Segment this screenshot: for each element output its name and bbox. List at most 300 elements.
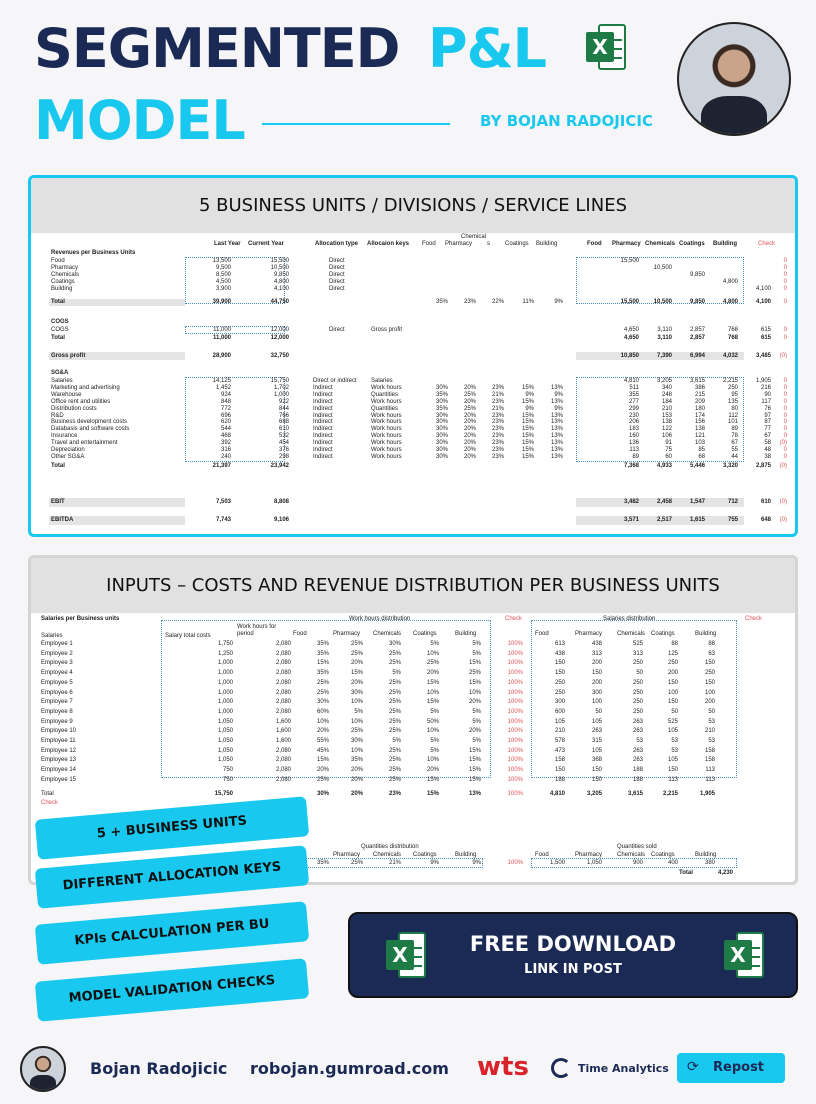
check-value: 0 bbox=[783, 453, 787, 460]
total-dist: 1,905 bbox=[699, 791, 715, 797]
salary-dist: 150 bbox=[554, 767, 565, 774]
row-label: Building bbox=[51, 285, 73, 292]
allocation-pct: 15% bbox=[521, 453, 534, 460]
hours-pct: 25% bbox=[388, 728, 401, 735]
bu-value: 153 bbox=[661, 412, 672, 419]
footer-avatar bbox=[20, 1046, 66, 1092]
hours-pct: 25% bbox=[388, 708, 401, 715]
allocation-key: Salaries bbox=[371, 378, 393, 384]
ebit-shade bbox=[49, 498, 185, 507]
bu-value: 615 bbox=[760, 335, 771, 341]
total-dist: 4,810 bbox=[549, 791, 565, 797]
row-check: 100% bbox=[507, 699, 523, 706]
salary-dist: 158 bbox=[704, 747, 715, 754]
allocation-pct: 13% bbox=[550, 426, 563, 433]
row-label: Gross profit bbox=[51, 353, 86, 359]
excel-icon: X bbox=[586, 24, 626, 70]
hours-pct: 45% bbox=[316, 747, 329, 754]
check-row-label: Check bbox=[41, 800, 59, 806]
employee-name: Employee 12 bbox=[41, 747, 77, 754]
bu-value: 6,994 bbox=[689, 353, 705, 359]
header-food: Food bbox=[422, 241, 436, 247]
row-label: Business development costs bbox=[51, 419, 128, 426]
total-pct: 30% bbox=[316, 791, 329, 797]
hours-pct: 15% bbox=[426, 679, 439, 686]
allocation-type: Direct or indirect bbox=[313, 378, 357, 384]
wts-logo: wts bbox=[477, 1052, 529, 1082]
cogs-title: COGS bbox=[51, 319, 69, 325]
salary-cost: 1,000 bbox=[217, 708, 233, 715]
bu-value: 156 bbox=[694, 419, 705, 426]
salary-dist: 50 bbox=[708, 708, 715, 715]
hdr-salaries: Salaries bbox=[41, 633, 63, 639]
bu-value: 299 bbox=[628, 405, 639, 412]
row-label: Travel and entertainment bbox=[51, 440, 118, 447]
employee-name: Employee 15 bbox=[41, 776, 77, 783]
bu-value: 755 bbox=[727, 517, 738, 523]
salary-dist: 53 bbox=[671, 747, 678, 754]
hours-pct: 25% bbox=[388, 767, 401, 774]
employee-name: Employee 6 bbox=[41, 689, 73, 696]
hours-pct: 10% bbox=[468, 689, 481, 696]
hours-pct: 5% bbox=[472, 718, 481, 725]
row-check: 100% bbox=[507, 660, 523, 667]
bu-value: 10,500 bbox=[653, 264, 672, 271]
bu-value: 160 bbox=[628, 433, 639, 440]
bu-value: 712 bbox=[727, 499, 738, 505]
hours-pct: 15% bbox=[468, 776, 481, 783]
current-year-value: 15,500 bbox=[270, 258, 289, 264]
hours-pct: 10% bbox=[350, 747, 363, 754]
salary-dist: 250 bbox=[554, 689, 565, 696]
allocation-type: Direct bbox=[329, 264, 345, 271]
salary-dist: 150 bbox=[704, 660, 715, 667]
row-check: 100% bbox=[507, 718, 523, 725]
total-label: Total bbox=[41, 791, 54, 797]
hours-pct: 25% bbox=[426, 660, 439, 667]
inputs-panel-title: INPUTS – COSTS AND REVENUE DISTRIBUTION PER BUSINESS UNITS bbox=[31, 558, 795, 613]
hours-pct: 25% bbox=[388, 757, 401, 764]
employee-name: Employee 1 bbox=[41, 641, 73, 647]
total-pct: 13% bbox=[468, 791, 481, 797]
row-label: Chemicals bbox=[51, 271, 80, 278]
hours-pct: 30% bbox=[350, 738, 363, 744]
check-value: 0 bbox=[783, 378, 787, 384]
allocation-pct: 20% bbox=[463, 440, 476, 447]
allocation-key: Gross profit bbox=[371, 327, 403, 333]
work-hours-title: Work hours distribution bbox=[349, 616, 411, 622]
author-photo bbox=[677, 22, 791, 136]
hours-pct: 25% bbox=[388, 679, 401, 686]
allocation-pct: 15% bbox=[521, 384, 534, 391]
allocation-pct: 23% bbox=[491, 384, 504, 391]
row-label: Pharmacy bbox=[51, 264, 79, 271]
current-year-value: 10,500 bbox=[270, 264, 289, 271]
salary-dist: 150 bbox=[591, 767, 602, 774]
last-year-value: 3,900 bbox=[215, 285, 231, 292]
hours-pct: 20% bbox=[468, 728, 481, 735]
row-label: Total bbox=[51, 299, 65, 305]
work-hours: 2,080 bbox=[275, 689, 291, 696]
row-check: 100% bbox=[507, 747, 523, 754]
q-pct: 9% bbox=[472, 860, 481, 866]
q-pct: 25% bbox=[350, 860, 363, 866]
salary-cost: 1,050 bbox=[217, 757, 233, 764]
salary-dist: 250 bbox=[632, 679, 643, 686]
download-title: FREE DOWNLOAD bbox=[469, 932, 677, 956]
header-chemicals: Chemical bbox=[461, 234, 487, 240]
allocation-pct: 13% bbox=[550, 440, 563, 447]
salary-cost: 1,000 bbox=[217, 660, 233, 667]
bu-value: 89 bbox=[731, 426, 738, 433]
bu-value: 386 bbox=[694, 384, 705, 391]
hours-pct: 5% bbox=[472, 641, 481, 647]
employee-name: Employee 9 bbox=[41, 718, 73, 725]
bu-value: 121 bbox=[694, 433, 705, 440]
allocation-pct: 9% bbox=[554, 391, 563, 398]
header-chemicals-suffix: s bbox=[487, 241, 490, 247]
allocation-pct: 21% bbox=[491, 405, 504, 412]
last-year-value: 848 bbox=[220, 398, 231, 405]
hdr-chem-2: Chemicals bbox=[617, 631, 646, 637]
work-hours: 2,080 bbox=[275, 776, 291, 783]
hours-pct: 15% bbox=[316, 660, 329, 667]
bu-value: 67 bbox=[764, 433, 771, 440]
allocation-pct: 30% bbox=[435, 453, 448, 460]
salary-dist: 113 bbox=[668, 776, 678, 783]
repost-label: Repost bbox=[713, 1060, 765, 1075]
check-value: 0 bbox=[783, 271, 787, 278]
row-label: Food bbox=[51, 258, 65, 264]
work-hours: 2,080 bbox=[275, 747, 291, 754]
work-hours: 2,080 bbox=[275, 650, 291, 657]
download-subtitle: LINK IN POST bbox=[524, 962, 622, 977]
bu-value: 10,850 bbox=[620, 353, 639, 359]
bu-value: 511 bbox=[629, 384, 639, 391]
allocation-pct: 25% bbox=[463, 391, 476, 398]
allocation-type: Indirect bbox=[313, 453, 333, 460]
hdr-salary-total: Salary total costs bbox=[165, 633, 211, 639]
bu-value: 97 bbox=[764, 412, 771, 419]
salary-dist: 150 bbox=[667, 679, 678, 686]
salary-dist: 368 bbox=[591, 757, 602, 764]
hours-pct: 25% bbox=[388, 747, 401, 754]
salary-dist: 250 bbox=[632, 708, 643, 715]
header-pharma: Pharmacy bbox=[445, 241, 473, 247]
bu-value: 4,100 bbox=[755, 285, 771, 292]
salary-dist: 100 bbox=[704, 689, 715, 696]
hours-pct: 35% bbox=[316, 650, 329, 657]
q-sold: 900 bbox=[632, 860, 643, 866]
allocation-key: Quantities bbox=[371, 405, 399, 412]
check-header-2: Check bbox=[745, 616, 763, 622]
q-sold: 1,500 bbox=[549, 860, 565, 866]
q-sold: 380 bbox=[704, 860, 715, 866]
row-check: 100% bbox=[507, 650, 523, 657]
last-year-value: 4,500 bbox=[215, 278, 231, 285]
bu-value: 209 bbox=[694, 398, 705, 405]
allocation-pct: 23% bbox=[491, 426, 504, 433]
salary-dist: 105 bbox=[667, 728, 678, 735]
bu-value: 4,800 bbox=[722, 278, 738, 285]
salary-dist: 63 bbox=[708, 650, 715, 657]
bu-value: 7,390 bbox=[656, 353, 672, 359]
allocation-pct: 30% bbox=[435, 447, 448, 453]
bu-value: 355 bbox=[628, 391, 639, 398]
tag-kpis: KPIs CALCULATION PER BU bbox=[35, 901, 309, 965]
bu-value: 15,500 bbox=[620, 258, 639, 264]
employee-name: Employee 3 bbox=[41, 660, 73, 667]
check-value: 0 bbox=[783, 327, 787, 333]
row-label: Marketing and advertising bbox=[51, 384, 120, 391]
hours-pct: 15% bbox=[468, 747, 481, 754]
row-check: 100% bbox=[507, 738, 523, 744]
last-year-value: 696 bbox=[220, 412, 231, 419]
check-value: 0 bbox=[783, 278, 787, 285]
employee-name: Employee 2 bbox=[41, 650, 73, 657]
check-value: 0 bbox=[783, 391, 787, 398]
salary-dist: 150 bbox=[591, 670, 602, 677]
row-label: Other SG&A bbox=[51, 453, 85, 460]
hours-pct: 10% bbox=[350, 718, 363, 725]
hours-pct: 5% bbox=[430, 747, 439, 754]
current-year-value: 766 bbox=[278, 412, 289, 419]
check-value: 0 bbox=[783, 433, 787, 440]
hours-pct: 15% bbox=[426, 776, 439, 783]
tag-allocation-keys: DIFFERENT ALLOCATION KEYS bbox=[35, 845, 309, 909]
salary-dist: 200 bbox=[591, 660, 602, 667]
hours-pct: 30% bbox=[388, 641, 401, 647]
row-check: 100% bbox=[507, 679, 523, 686]
employee-name: Employee 11 bbox=[41, 738, 76, 744]
repost-button[interactable] bbox=[677, 1053, 785, 1083]
allocation-type: Direct bbox=[329, 258, 345, 264]
hours-pct: 10% bbox=[426, 689, 439, 696]
allocation-pct: 20% bbox=[463, 398, 476, 405]
header-pharma-2: Pharmacy bbox=[612, 241, 641, 247]
row-label: EBIT bbox=[51, 499, 65, 505]
footer-site-link[interactable]: robojan.gumroad.com bbox=[250, 1059, 449, 1078]
hours-pct: 25% bbox=[316, 776, 329, 783]
row-label: Insurance bbox=[51, 433, 78, 440]
hdr-build-2: Building bbox=[695, 631, 717, 637]
hours-pct: 20% bbox=[426, 767, 439, 774]
salary-dist: 188 bbox=[632, 776, 643, 783]
salary-dist: 473 bbox=[554, 747, 565, 754]
bu-value: 610 bbox=[760, 499, 771, 505]
last-year-value: 544 bbox=[220, 426, 231, 433]
allocation-pct: 35% bbox=[435, 391, 448, 398]
salary-dist: 313 bbox=[632, 650, 643, 657]
repost-icon: ⟳ bbox=[687, 1059, 699, 1075]
salary-dist: 315 bbox=[591, 738, 602, 744]
hours-pct: 15% bbox=[316, 757, 329, 764]
salary-dist: 50 bbox=[636, 670, 643, 677]
salary-cost: 1,250 bbox=[217, 650, 233, 657]
bu-value: 9,850 bbox=[689, 299, 705, 305]
q-pct: 9% bbox=[430, 860, 439, 866]
allocation-pct: 30% bbox=[435, 419, 448, 426]
allocation-type: Indirect bbox=[313, 447, 333, 453]
bu-value: 58 bbox=[764, 440, 771, 447]
allocation-pct: 15% bbox=[521, 398, 534, 405]
total-dist: 3,615 bbox=[627, 791, 643, 797]
bu-value: 206 bbox=[628, 419, 639, 426]
employee-name: Employee 10 bbox=[41, 728, 77, 735]
last-year-value: 240 bbox=[220, 453, 231, 460]
check-value: 0 bbox=[783, 412, 787, 419]
header-last-year: Last Year bbox=[214, 241, 241, 247]
employee-name: Employee 7 bbox=[41, 699, 73, 706]
allocation-pct: 9% bbox=[525, 405, 534, 412]
bu-value: 4,933 bbox=[656, 463, 672, 469]
hours-pct: 35% bbox=[316, 641, 329, 647]
byline: BY BOJAN RADOJICIC bbox=[480, 112, 653, 130]
q-hdr-chem: Chemicals bbox=[373, 852, 402, 858]
check-value: 0 bbox=[783, 419, 787, 426]
row-label: Distribution costs bbox=[51, 405, 97, 412]
work-hours: 2,080 bbox=[275, 757, 291, 764]
allocation-type: Direct bbox=[329, 271, 345, 278]
salary-dist: 250 bbox=[704, 670, 715, 677]
row-check: 100% bbox=[507, 776, 523, 783]
hours-pct: 35% bbox=[316, 670, 329, 677]
bu-value: 44 bbox=[731, 453, 738, 460]
salary-dist: 150 bbox=[591, 776, 602, 783]
allocation-pct: 23% bbox=[491, 433, 504, 440]
bu-value: 4,032 bbox=[722, 353, 738, 359]
bu-value: 75 bbox=[665, 447, 672, 453]
title-word-segmented: SEGMENTED bbox=[34, 17, 400, 80]
allocation-pct: 13% bbox=[550, 453, 563, 460]
hours-pct: 5% bbox=[472, 708, 481, 715]
employee-name: Employee 13 bbox=[41, 757, 77, 764]
bu-value: 4,100 bbox=[755, 299, 771, 305]
current-year-value: 4,800 bbox=[273, 278, 289, 285]
bu-value: 76 bbox=[764, 405, 771, 412]
allocation-key: Work hours bbox=[371, 440, 402, 447]
header-coatings: Coatings bbox=[505, 241, 529, 247]
current-year-value: 12,000 bbox=[270, 335, 289, 341]
row-label: COGS bbox=[51, 327, 69, 333]
allocation-pct: 30% bbox=[435, 433, 448, 440]
hours-pct: 30% bbox=[350, 689, 363, 696]
hours-pct: 5% bbox=[430, 641, 439, 647]
allocation-pct: 23% bbox=[491, 440, 504, 447]
last-year-value: 11,000 bbox=[212, 335, 231, 341]
bu-value: 648 bbox=[760, 517, 771, 523]
bu-value: 87 bbox=[764, 419, 771, 426]
allocation-pct: 21% bbox=[491, 391, 504, 398]
last-year-value: 13,500 bbox=[212, 258, 231, 264]
salary-dist: 150 bbox=[704, 679, 715, 686]
hours-pct: 30% bbox=[316, 699, 329, 706]
allocation-pct: 20% bbox=[463, 426, 476, 433]
salary-dist: 100 bbox=[667, 689, 678, 696]
header-food-2: Food bbox=[587, 241, 602, 247]
check-header: Check bbox=[505, 616, 523, 622]
work-hours: 1,600 bbox=[275, 728, 291, 735]
row-label: EBITDA bbox=[51, 517, 74, 523]
hours-pct: 25% bbox=[388, 689, 401, 696]
bu-value: 2,517 bbox=[656, 517, 672, 523]
salary-dist: 525 bbox=[632, 641, 643, 647]
allocation-pct: 15% bbox=[521, 419, 534, 426]
q-hdr-pharma-2: Pharmacy bbox=[575, 852, 603, 858]
hdr-food-2: Food bbox=[535, 631, 549, 637]
current-year-value: 4,100 bbox=[273, 285, 289, 292]
allocation-type: Indirect bbox=[313, 384, 333, 391]
hours-pct: 20% bbox=[350, 776, 363, 783]
bu-value: 2,857 bbox=[689, 335, 705, 341]
last-year-value: 7,503 bbox=[215, 499, 231, 505]
hours-pct: 5% bbox=[354, 708, 363, 715]
work-hours: 2,080 bbox=[275, 641, 291, 647]
hours-pct: 25% bbox=[388, 660, 401, 667]
salary-dist: 113 bbox=[705, 776, 715, 783]
total-pct: 20% bbox=[350, 791, 363, 797]
bu-value: 1,615 bbox=[689, 517, 705, 523]
last-year-value: 924 bbox=[220, 391, 231, 398]
allocation-pct: 23% bbox=[491, 398, 504, 405]
hours-pct: 15% bbox=[350, 670, 363, 677]
current-year-value: 12,000 bbox=[270, 327, 289, 333]
bu-value: 615 bbox=[760, 327, 771, 333]
allocation-pct: 13% bbox=[550, 398, 563, 405]
hdr-food: Food bbox=[293, 631, 307, 637]
bu-value: 9,850 bbox=[689, 271, 705, 278]
salary-dist: 438 bbox=[591, 641, 602, 647]
hours-pct: 25% bbox=[350, 641, 363, 647]
allocation-pct: 11% bbox=[522, 299, 534, 305]
bu-value: 4,650 bbox=[623, 335, 639, 341]
hours-pct: 20% bbox=[350, 767, 363, 774]
last-year-value: 21,397 bbox=[212, 463, 231, 469]
salary-dist: 525 bbox=[667, 718, 678, 725]
bu-value: 89 bbox=[632, 453, 639, 460]
allocation-key: Work hours bbox=[371, 433, 402, 440]
allocation-pct: 13% bbox=[550, 433, 563, 440]
quantities-dist-title: Quantities distribution bbox=[361, 844, 419, 850]
last-year-value: 28,900 bbox=[212, 353, 231, 359]
allocation-pct: 23% bbox=[463, 299, 476, 305]
salary-dist: 250 bbox=[632, 660, 643, 667]
last-year-value: 39,900 bbox=[212, 299, 231, 305]
bu-value: 3,615 bbox=[689, 378, 705, 384]
title-word-model: MODEL bbox=[34, 89, 245, 152]
allocation-pct: 15% bbox=[521, 440, 534, 447]
q-sold: 400 bbox=[667, 860, 678, 866]
check-value: 0 bbox=[783, 384, 787, 391]
bu-value: 67 bbox=[731, 440, 738, 447]
allocation-pct: 9% bbox=[554, 405, 563, 412]
check-value: 0 bbox=[783, 264, 787, 271]
check-value: (0) bbox=[779, 463, 787, 469]
last-year-value: 14,125 bbox=[212, 378, 231, 384]
free-download-banner[interactable] bbox=[348, 912, 798, 998]
bu-value: 5,446 bbox=[689, 463, 705, 469]
header-current-year: Current Year bbox=[248, 241, 284, 247]
row-check: 100% bbox=[507, 689, 523, 696]
employee-name: Employee 14 bbox=[41, 767, 77, 774]
salary-dist: 313 bbox=[591, 650, 602, 657]
work-hours: 2,080 bbox=[275, 708, 291, 715]
check-value: (0) bbox=[779, 353, 787, 359]
header-alloc-type: Allocation type bbox=[315, 241, 359, 247]
allocation-pct: 13% bbox=[550, 419, 563, 426]
hours-pct: 5% bbox=[472, 650, 481, 657]
header-building-2: Building bbox=[713, 241, 737, 247]
